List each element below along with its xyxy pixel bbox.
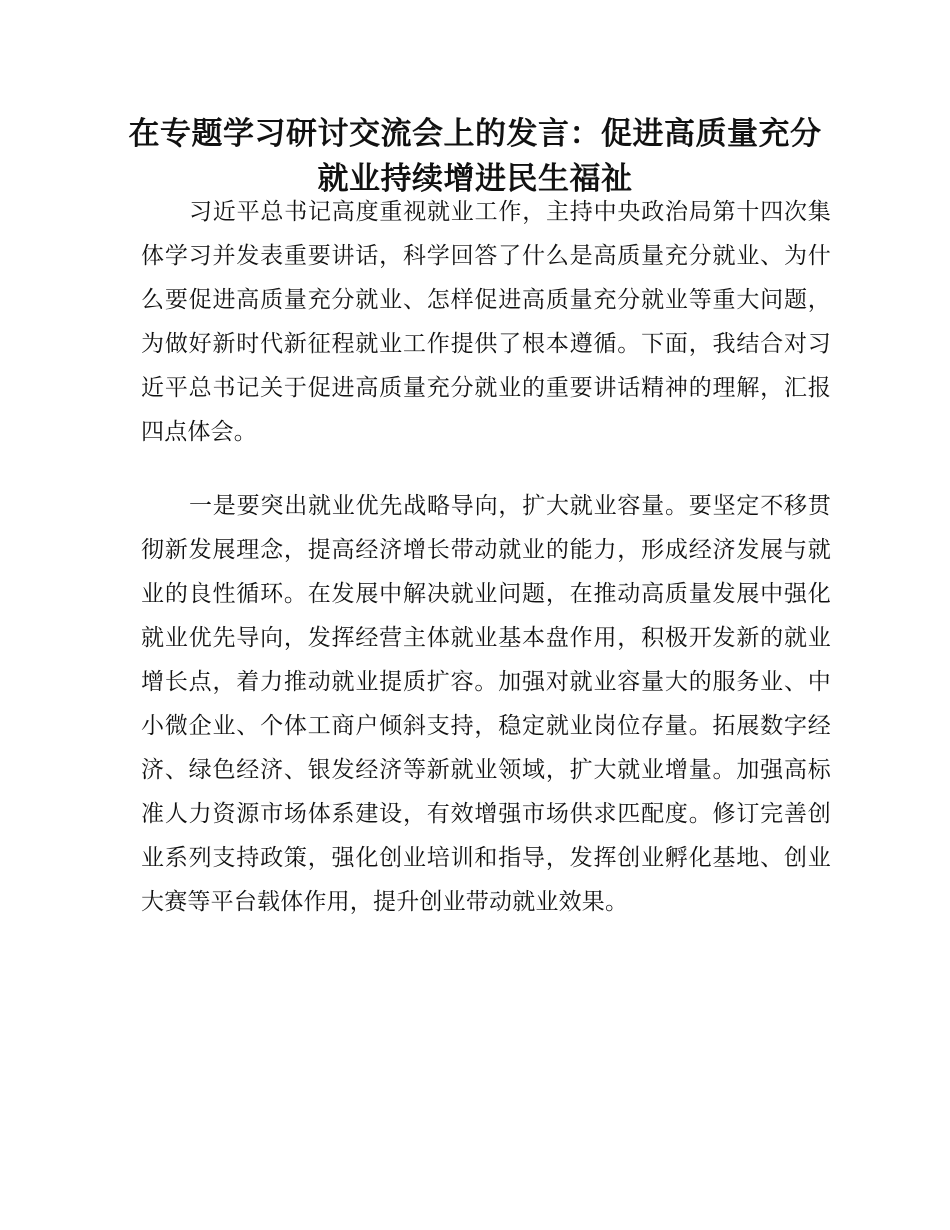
paragraph-point-one: 一是要突出就业优先战略导向，扩大就业容量。要坚定不移贯彻新发展理念，提高经济增长带动就业的能力，形成经济发展与就业的良性循环。在发展中解决就业问题，在推动高质量发展中强化就业优先导向，发挥经营主体就业基本盘作用，积极开发新的就业增长点，着力推动就业提质扩容。加强对就业容量大的服务业、中小微企业、个体工商户倾斜支持，稳定就业岗位存量。拓展数字经济、绿色经济、银发经济等新就业领域，扩大就业增量。加强高标准人力资源市场体系建设，有效增强市场供求匹配度。修订完善创业系列支持政策，强化创业培训和指导，发挥创业孵化基地、创业大赛等平台载体作用，提升创业带动就业效果。 <box>141 493 831 915</box>
paragraph-intro: 习近平总书记高度重视就业工作，主持中央政治局第十四次集体学习并发表重要讲话，科学回答了什么是高质量充分就业、为什么要促进高质量充分就业、怎样促进高质量充分就业等重大问题，为做好新时代新征程就业工作提供了根本遵循。下面，我结合对习近平总书记关于促进高质量充分就业的重要讲话精神的理解，汇报四点体会。 <box>141 199 831 445</box>
document-title: 在专题学习研讨交流会上的发言：促进高质量充分就业持续增进民生福祉 <box>128 116 822 197</box>
